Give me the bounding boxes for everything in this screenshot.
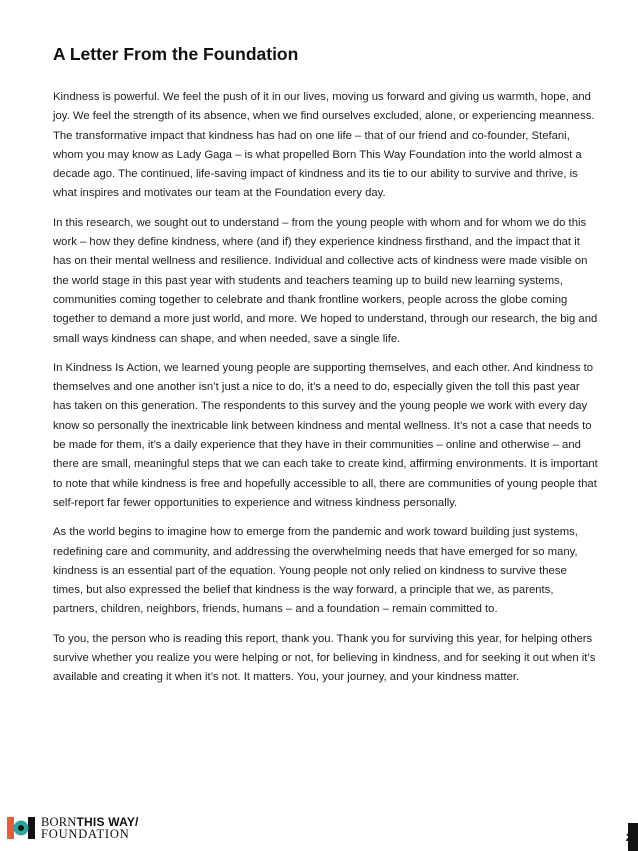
letter-body	[53, 88, 598, 698]
paragraph: In Kindness Is Action, we learned young people are supporting themselves, and each other. And kindness to themselves and one another isn’t just a nice to do, it’s a need to do, especially given the toll this past year has taken on this generation. The respondents to this survey and the young people we work with every day know so personally the inextricable link between kindness and mental wellness. It’s not a case that needs to be made for them, it’s a daily experience that they have in their communities – online and otherwise – and there are small, meaningful steps that we can each take to create kind, affirming environments. It is important to note that while kindness is free and hopefully accessible to all, there are communities of young people that self-report far fewer opportunities to experience and witness kindness personally.	[53, 361, 598, 509]
logo-word-born: BORN	[41, 815, 77, 829]
logo-wordmark	[41, 816, 139, 840]
paragraph: Kindness is powerful. We feel the push of it in our lives, moving us forward and giving us warmth, hope, and joy. We feel the strength of its absence, when we find ourselves excluded, alone, or experiencing meanness. The transformative impact that kindness has had on one life – that of our friend and co-founder, Stefani, whom you may know as Lady Gaga – is what propelled Born This Way Foundation into the world almost a decade ago. The continued, life-saving impact of kindness and its tie to our ability to survive and thrive, is what inspires and motivates our team at the Foundation every day.	[53, 91, 595, 200]
logo-word-this-way: THIS WAY/	[76, 815, 139, 829]
paragraph: To you, the person who is reading this report, thank you. Thank you for surviving this year, for helping others survive whether you realize you were helping or not, for believing in kindness, and for seeking it out when it’s available and creating it when it’s not. It matters. You, your journey, and your kindness matter.	[53, 632, 596, 684]
page-number: 2	[625, 832, 632, 844]
paragraph: In this research, we sought out to understand – from the young people with whom and for whom we do this work – how they define kindness, where (and if) they experience kindness firsthand, and the impact that it has on their mental wellness and resilience. Individual and collective acts of kindness were made visible on the world stage in this past year with students and teachers teaming up to build new learning systems, communities coming together to celebrate and thank frontline workers, people across the globe coming together to demand a more just world, and more. We hoped to understand, through our research, the big and small ways kindness can shape, and when needed, save a single life.	[53, 216, 598, 345]
page-title: A Letter From the Foundation	[53, 44, 299, 64]
paragraph: As the world begins to imagine how to emerge from the pandemic and work toward building just systems, redefining care and community, and addressing the overwhelming needs that have emerged for so many, kindness is an essential part of the equation. Young people not only relied on kindness to survive these times, but also expressed the belief that kindness is the way forward, a principle that we, as parents, partners, children, neighbors, friends, humans – and a foundation – remain committed to.	[53, 526, 578, 616]
logo-word-foundation: FOUNDATION	[41, 827, 130, 841]
foundation-logo	[7, 815, 139, 841]
logo-mark-icon	[7, 815, 35, 841]
